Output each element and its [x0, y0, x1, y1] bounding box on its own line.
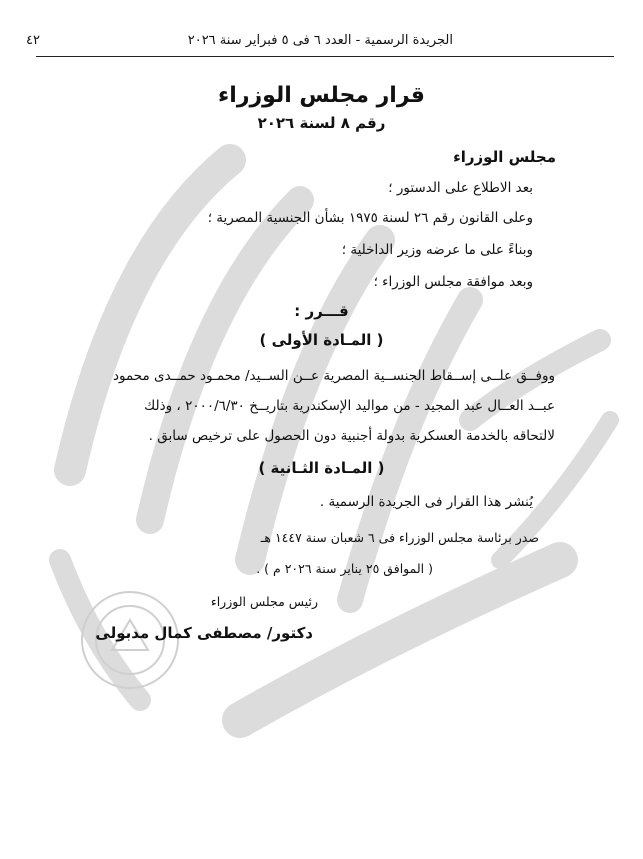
article-1-line: لالتحاقه بالخدمة العسكرية بدولة أجنبية دون الحصول على ترخيص سابق .	[148, 428, 555, 444]
preamble-line: وبعد موافقة مجلس الوزراء ؛	[373, 274, 533, 290]
decree-number: رقم ٨ لسنة ٢٠٢٦	[257, 114, 386, 132]
article-1-heading: ( المـادة الأولى )	[259, 331, 384, 349]
decided-heading: قـــرر :	[294, 302, 349, 320]
council-label: مجلس الوزراء	[453, 148, 556, 166]
article-1-line: عبــد العــال عبد المجيد - من مواليد الإسكندرية بتاريــخ ٢٠٠٠/٦/٣٠ ، وذلك	[144, 398, 555, 414]
signature-name: دكتور/ مصطفى كمال مدبولى	[95, 624, 313, 642]
page-number: ٤٢	[26, 33, 40, 48]
decree-title: قرار مجلس الوزراء	[218, 83, 425, 108]
issued-line-1: صدر برئاسة مجلس الوزراء فى ٦ شعبان سنة ١٤٤٧ هـ	[260, 530, 539, 545]
article-2-heading: ( المـادة الثـانية )	[258, 459, 385, 477]
article-1-line: ووفــق علــى إســقاط الجنســية المصرية عــن الســيد/ محمـود حمــدى محمود	[112, 368, 555, 384]
header-rule	[36, 56, 614, 57]
preamble-line: وبناءً على ما عرضه وزير الداخلية ؛	[341, 242, 533, 258]
preamble-line: بعد الاطلاع على الدستور ؛	[388, 180, 533, 196]
signature-role: رئيس مجلس الوزراء	[210, 594, 318, 609]
running-title: الجريدة الرسمية - العدد ٦ فى ٥ فبراير سنة ٢٠٢٦	[187, 33, 453, 48]
preamble-line: وعلى القانون رقم ٢٦ لسنة ١٩٧٥ بشأن الجنسية المصرية ؛	[207, 210, 533, 226]
article-2-line: يُنشر هذا القرار فى الجريدة الرسمية .	[319, 494, 533, 510]
issued-line-2: ( الموافق ٢٥ يناير سنة ٢٠٢٦ م ) .	[256, 561, 433, 576]
